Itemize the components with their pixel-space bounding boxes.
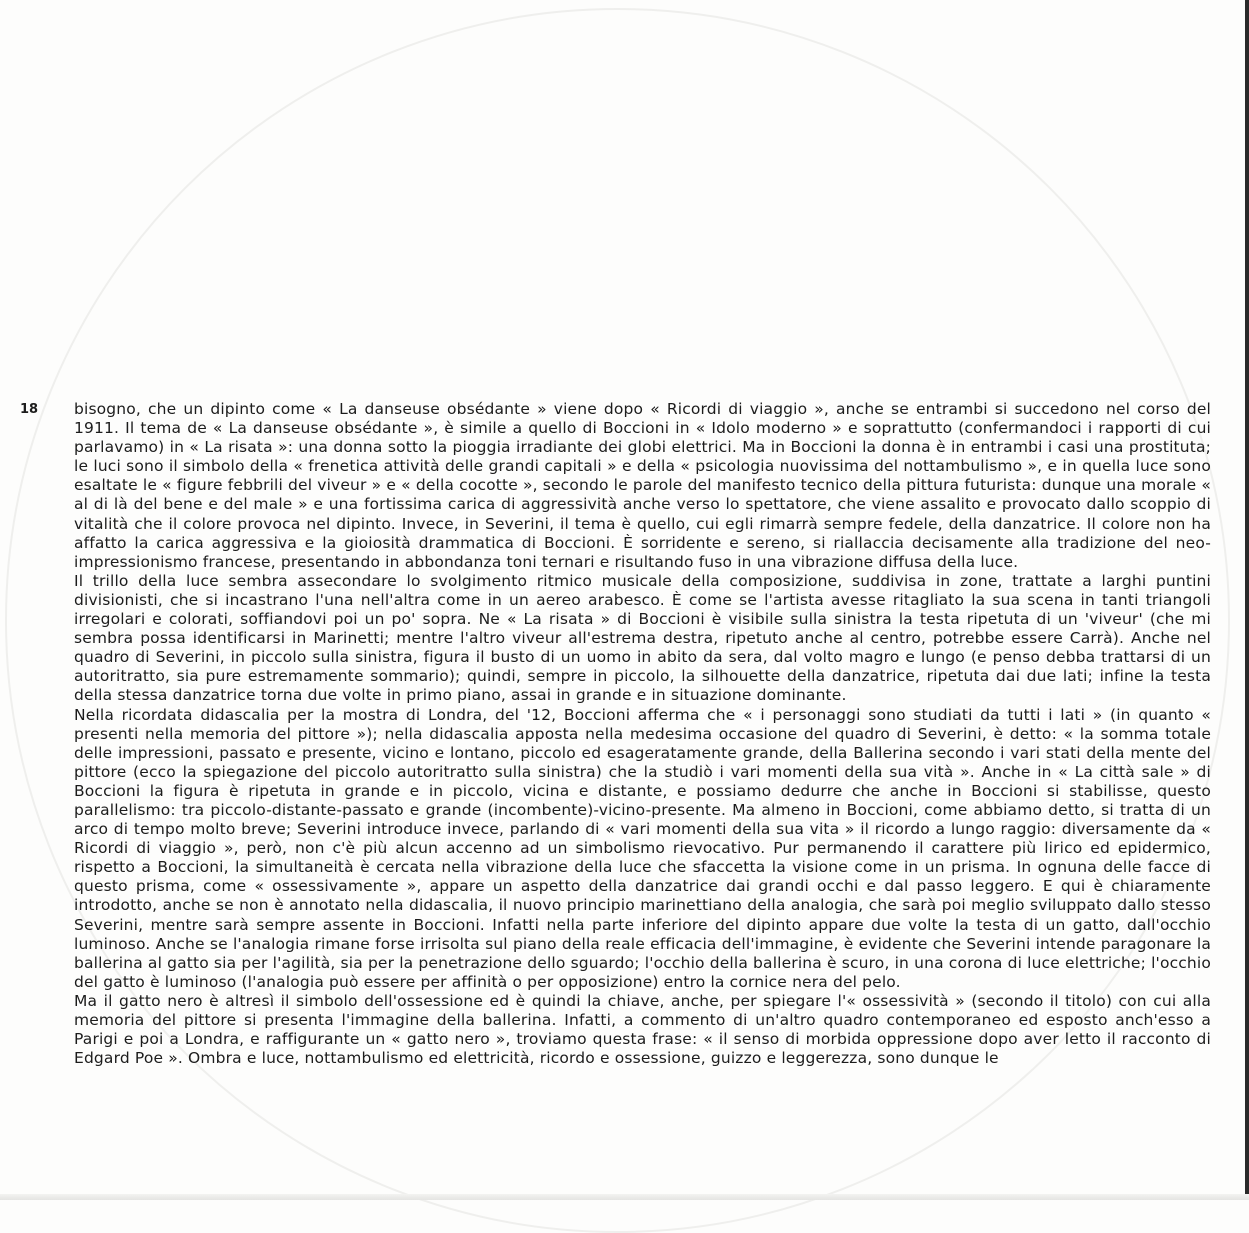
body-text bbox=[74, 400, 1211, 1068]
paragraph-3: Nella ricordata didascalia per la mostra di Londra, del '12, Boccioni afferma che « i personaggi sono studiati da tutti i lati » (in quanto « presenti nella memoria del pittore »); nella didascalia apposta nella medesima occasione del quadro di Severini, è detto: « la somma totale delle impressioni, passato e presente, vicino e lontano, piccolo ed esageratamente grande, della Ballerina secondo i vari stati della mente del pittore (ecco la spiegazione del piccolo autoritratto sulla sinistra) che la studiò i vari momenti della sua vità ». Anche in « La città sale » di Boccioni la figura è ripetuta in grande e in piccolo, vicina e distante, e possiamo dedurre che anche in Boccioni si stabilisse, questo parallelismo: tra piccolo-distante-passato e grande (incombente)-vicino-presente. Ma almeno in Boccioni, come abbiamo detto, si tratta di un arco di tempo molto breve; Severini introduce invece, parlando di « vari momenti della sua vita » il ricordo a lungo raggio: diversamente da « Ricordi di viaggio », però, non c'è più alcun accenno ad un simbolismo rievocativo. Pur permanendo il carattere più lirico ed epidermico, rispetto a Boccioni, la simultaneità è cercata nella vibrazione della luce che sfaccetta la visione come in un prisma. In ognuna delle facce di questo prisma, come « ossessivamente », appare un aspetto della danzatrice dai grandi occhi e dal passo leggero. E qui è chiaramente introdotto, anche se non è annotato nella didascalia, il nuovo principio marinettiano della analogia, che sarà poi meglio sviluppato dallo stesso Severini, mentre sarà sempre assente in Boccioni. Infatti nella parte inferiore del dipinto appare due volte la testa di un gatto, dall'occhio luminoso. Anche se l'analogia rimane forse irrisolta sul piano della reale efficacia dell'immagine, è evidente che Severini intende paragonare la ballerina al gatto sia per l'agilità, sia per la penetrazione dello sguardo; l'occhio della ballerina è scuro, in una corona di luce elettriche; l'occhio del gatto è luminoso (l'analogia può essere per affinità o per opposizione) entro la cornice nera del pelo. bbox=[74, 705, 1211, 991]
paragraph-1: bisogno, che un dipinto come « La danseuse obsédante » viene dopo « Ricordi di viaggio », anche se entrambi si succedono nel corso del 1911. Il tema de « La danseuse obsédante », è simile a quello di Boccioni in « Idolo moderno » e soprattutto (confermandoci i rapporti di cui parlavamo) in « La risata »: una donna sotto la pioggia irradiante dei globi elettrici. Ma in Boccioni la donna è in entrambi i casi una prostituta; le luci sono il simbolo della « frenetica attività delle grandi capitali » e della « psicologia nuovissima del nottambulismo », e in quella luce sono esaltate le « figure febbrili del viveur » e « della cocotte », secondo le parole del manifesto tecnico della pittura futurista: dunque una morale « al di là del bene e del male » e una fortissima carica di aggressività anche verso lo spettatore, che viene assalito e provocato dallo scoppio di vitalità che il colore provoca nel dipinto. Invece, in Severini, il tema è quello, cui egli rimarrà sempre fedele, della danzatrice. Il colore non ha affatto la carica aggressiva e la gioiosità drammatica di Boccioni. È sorridente e sereno, si riallaccia decisamente alla tradizione del neo-impressionismo francese, presentando in abbondanza toni ternari e risultando fuso in una vibrazione diffusa della luce. bbox=[74, 400, 1211, 571]
scan-edge-right bbox=[1245, 0, 1249, 1200]
paragraph-2: Il trillo della luce sembra assecondare lo svolgimento ritmico musicale della composizione, suddivisa in zone, trattate a larghi puntini divisionisti, che si incastrano l'una nell'altra come in un aereo arabesco. È come se l'artista avesse ritagliato la sua scena in tanti triangoli irregolari e colorati, soffiandovi poi un po' sopra. Ne « La risata » di Boccioni è visibile sulla sinistra la testa ripetuta di un 'viveur' (che mi sembra possa identificarsi in Marinetti; mentre l'altro viveur all'estrema destra, ripetuto anche al centro, potrebbe essere Carrà). Anche nel quadro di Severini, in piccolo sulla sinistra, figura il busto di un uomo in abito da sera, dal volto magro e lungo (e penso debba trattarsi di un autoritratto, sia pure estremamente sommario); quindi, sempre in piccolo, la silhouette della danzatrice, ripetuta dai due lati; infine la testa della stessa danzatrice torna due volte in primo piano, assai in grande e in situazione dominante. bbox=[74, 571, 1211, 705]
paragraph-4: Ma il gatto nero è altresì il simbolo dell'ossessione ed è quindi la chiave, anche, per spiegare l'« ossessività » (secondo il titolo) con cui alla memoria del pittore si presenta l'immagine della ballerina. Infatti, a commento di un'altro quadro contemporaneo ed esposto anch'esso a Parigi e poi a Londra, e raffigurante un « gatto nero », troviamo questa frase: « il senso di morbida oppressione dopo aver letto il racconto di Edgard Poe ». Ombra e luce, nottambulismo ed elettricità, ricordo e ossessione, guizzo e leggerezza, sono dunque le bbox=[74, 991, 1211, 1068]
scan-edge-bottom bbox=[0, 1194, 1249, 1200]
page-number: 18 bbox=[20, 402, 39, 417]
